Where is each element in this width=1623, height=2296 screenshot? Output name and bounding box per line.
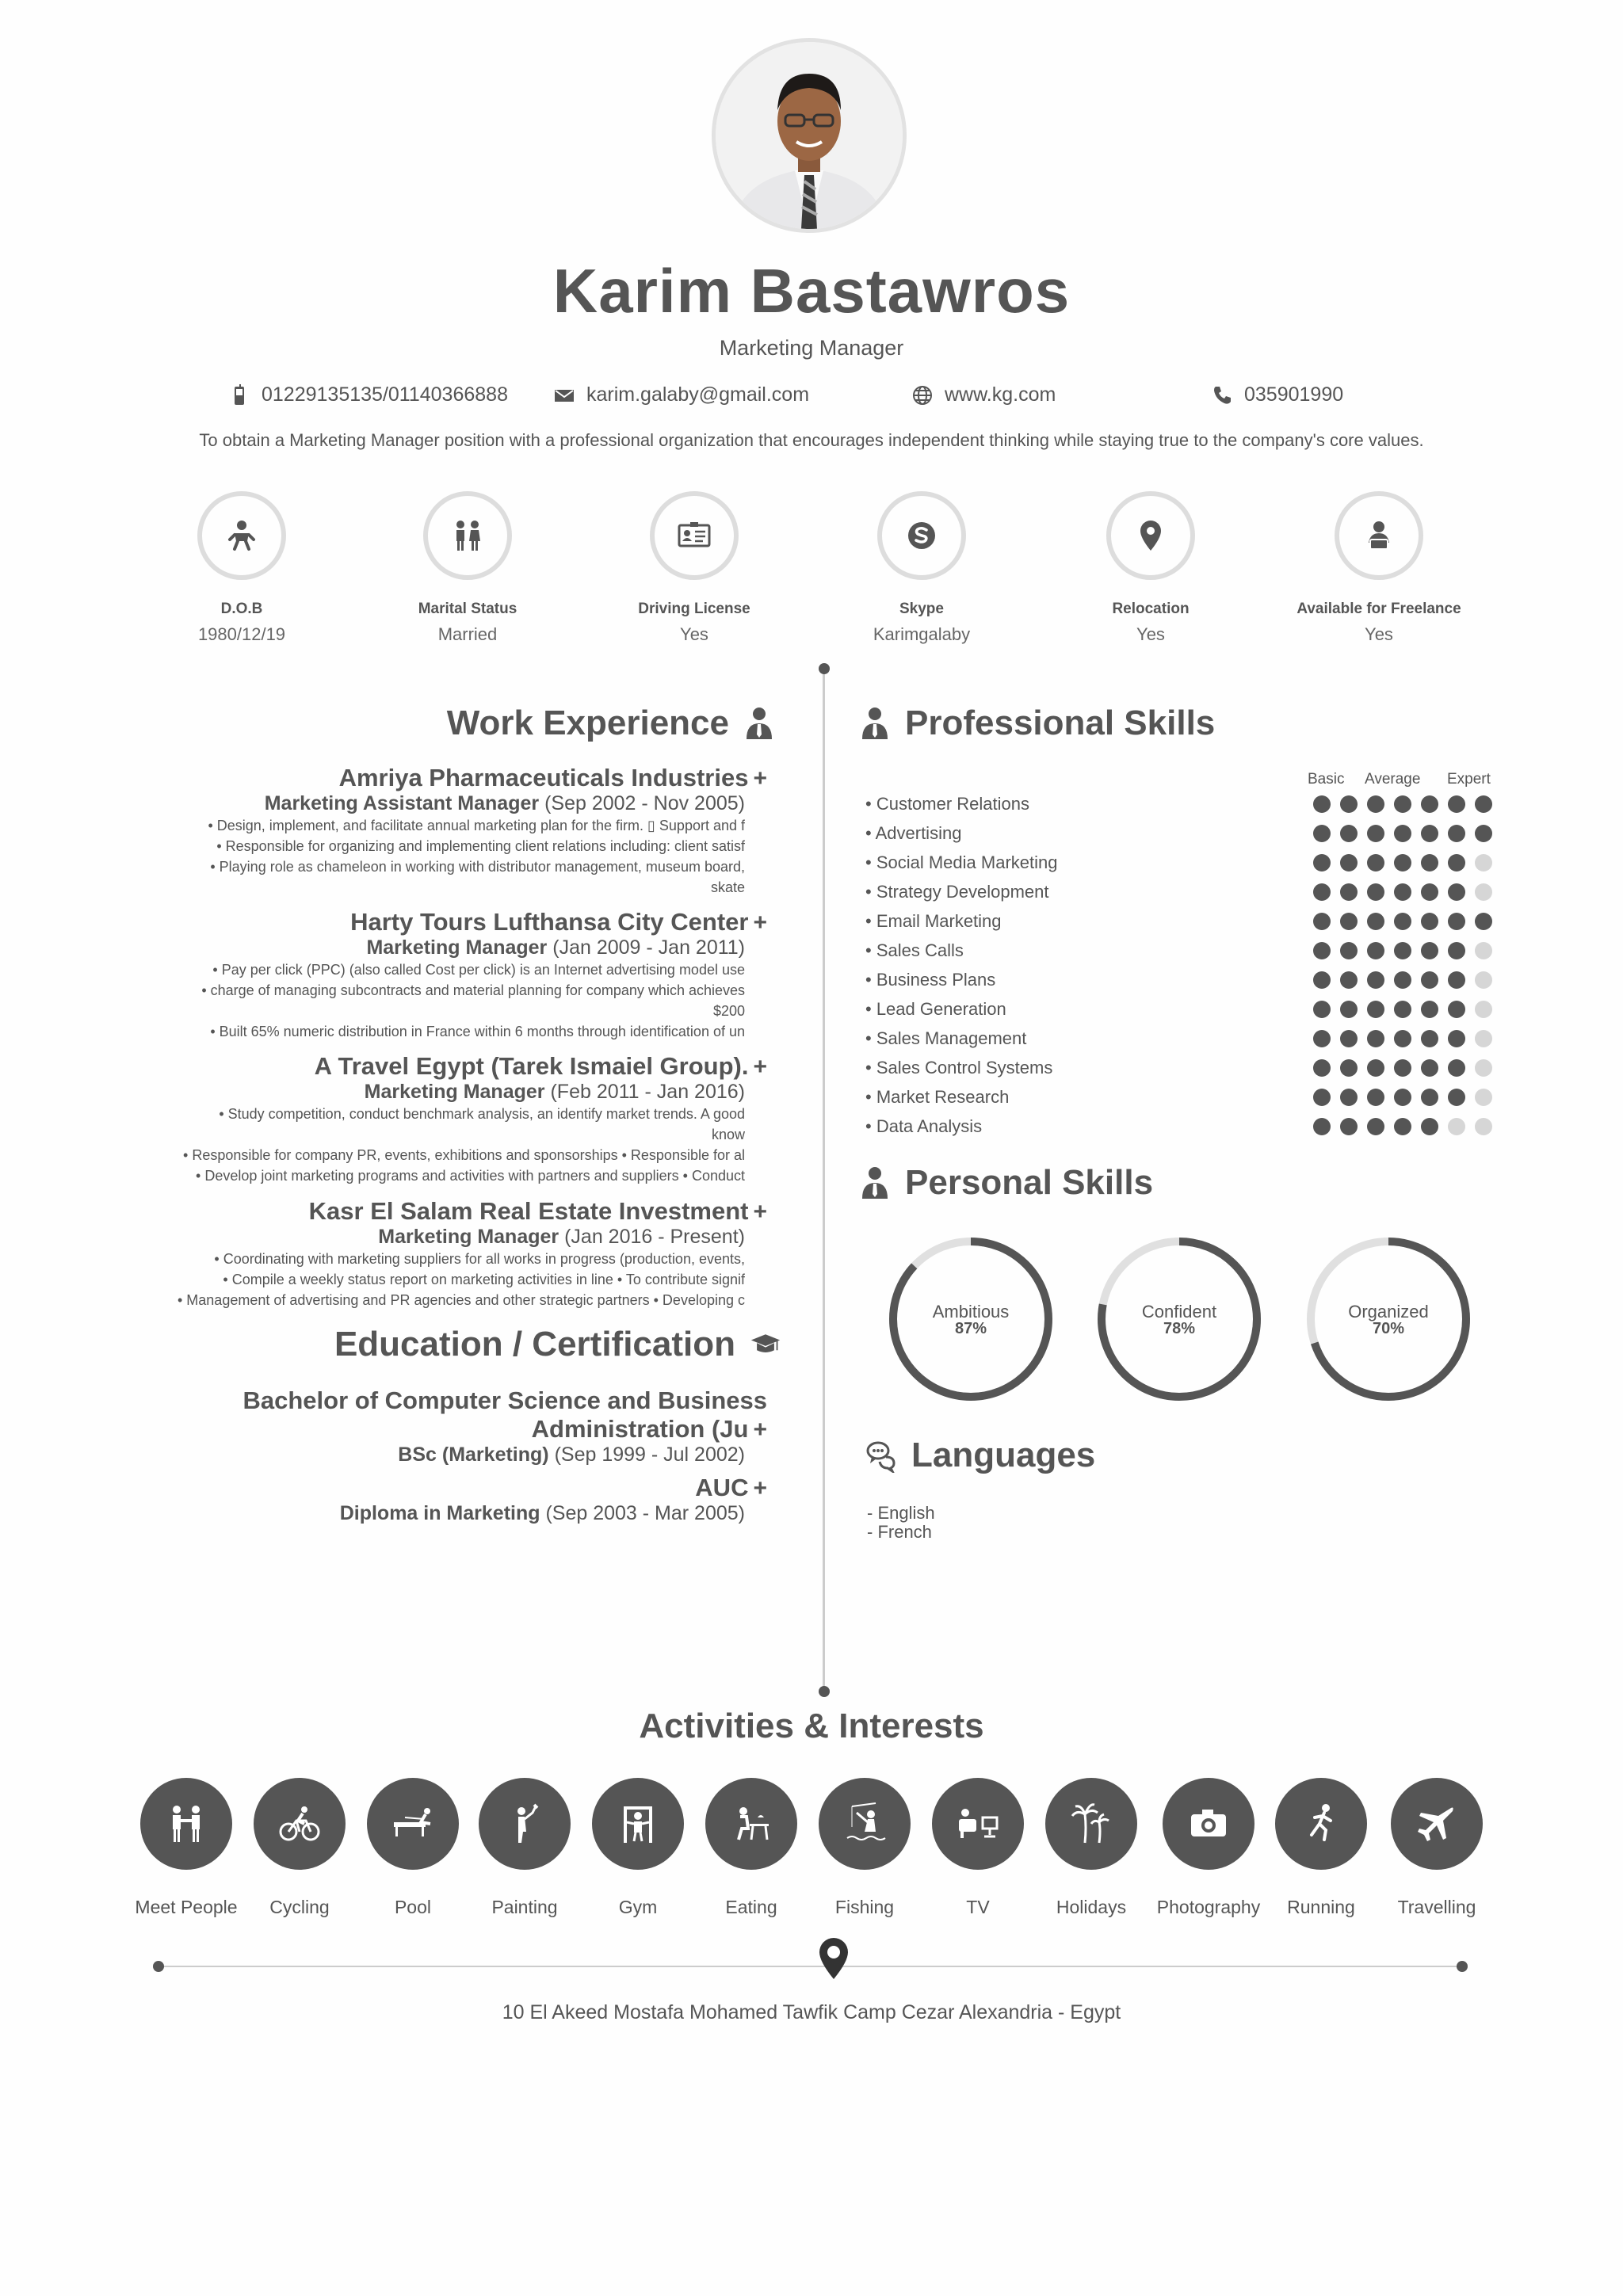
skill-dot-filled — [1421, 883, 1438, 901]
skill-name: • Customer Relations — [865, 794, 1030, 814]
job-bullet: • Study competition, conduct benchmark analysis, an identify market trends. A good — [219, 1106, 745, 1122]
degree-title: Diploma in Marketing — [339, 1502, 540, 1524]
skill-dot-filled — [1421, 942, 1438, 959]
skill-name: • Lead Generation — [865, 999, 1006, 1019]
role-dates: (Jan 2009 - Jan 2011) — [552, 936, 745, 959]
job-bullet: • Compile a weekly status report on marketing activities in line • To contribute signif — [223, 1272, 745, 1287]
info-dob — [139, 491, 345, 645]
info-skype — [819, 491, 1025, 645]
info-freelance — [1276, 491, 1482, 645]
job-bullet: • Develop joint marketing programs and activities with partners and suppliers • Conduct — [196, 1168, 745, 1184]
skill-name: • Market Research — [865, 1087, 1010, 1107]
school-name-second-line — [133, 1415, 767, 1444]
info-label: Driving License — [638, 601, 750, 617]
skill-dot-filled — [1421, 1059, 1438, 1077]
personal-skill-percent: 70% — [1372, 1320, 1405, 1337]
info-label: Skype — [899, 601, 944, 617]
school-name-line1: AUC — [695, 1474, 749, 1501]
job-bullet: • Design, implement, and facilitate annual marketing plan for the firm. ▯ Support and f — [208, 818, 745, 833]
scale-average: Average — [1365, 771, 1421, 788]
skill-dot-filled — [1394, 795, 1411, 813]
skill-level-dots — [1313, 854, 1492, 871]
role-dates: (Feb 2011 - Jan 2016) — [550, 1081, 745, 1103]
company-name-text: Amriya Pharmaceuticals Industries — [338, 764, 749, 791]
baby-icon — [223, 517, 260, 554]
person-tie-icon — [743, 706, 775, 741]
skill-dot-empty — [1448, 1118, 1465, 1135]
company-name-text: Kasr El Salam Real Estate Investment — [308, 1197, 749, 1225]
skill-level-dots — [1313, 1030, 1492, 1047]
contact-website[interactable] — [911, 383, 1056, 406]
website-url: www.kg.com — [945, 383, 1056, 406]
activity-label: Photography — [1156, 1897, 1261, 1917]
timeline-bottom-dot — [819, 1686, 830, 1697]
activities-heading: Activities & Interests — [639, 1707, 984, 1745]
work-entry — [133, 1197, 767, 1310]
skill-dot-filled — [1367, 942, 1384, 959]
pool-table-icon — [389, 1800, 437, 1848]
info-value: Married — [437, 624, 498, 644]
activity-label: TV — [966, 1897, 990, 1917]
info-value: Yes — [1136, 624, 1165, 644]
skill-level-dots — [1313, 825, 1492, 842]
job-bullet: • Pay per click (PPC) (also called Cost per click) is an Internet advertising model use — [212, 962, 745, 978]
expand-plus-icon[interactable]: + — [753, 765, 767, 791]
job-bullet: • Responsible for company PR, events, exhibitions and sponsorships • Responsible for al — [183, 1147, 745, 1163]
expand-plus-icon[interactable]: + — [753, 910, 767, 936]
airplane-icon — [1413, 1800, 1461, 1848]
dining-person-icon — [727, 1800, 775, 1848]
activity-label: Painting — [491, 1897, 558, 1917]
professional-skills-heading — [859, 704, 1215, 743]
job-role — [133, 792, 745, 815]
company-name-text: A Travel Egypt (Tarek Ismaiel Group). — [314, 1052, 749, 1080]
skill-dot-filled — [1367, 1089, 1384, 1106]
timeline-divider — [823, 668, 825, 1691]
skill-dot-filled — [1313, 1030, 1331, 1047]
expand-plus-icon[interactable]: + — [753, 1475, 767, 1501]
skill-dot-filled — [1421, 825, 1438, 842]
cyclist-icon — [276, 1800, 323, 1848]
skill-dot-filled — [1313, 913, 1331, 930]
activity-cycling — [240, 1778, 359, 1918]
skill-dot-filled — [1394, 942, 1411, 959]
info-label: Relocation — [1112, 601, 1190, 617]
job-bullet: know — [711, 1127, 745, 1142]
skill-dot-filled — [1313, 795, 1331, 813]
skill-dot-empty — [1475, 1030, 1492, 1047]
work-entry — [133, 908, 767, 1042]
skill-dot-empty — [1475, 854, 1492, 871]
company-name — [133, 1197, 767, 1226]
skill-dot-filled — [1475, 913, 1492, 930]
personal-skill-ring — [1305, 1236, 1472, 1402]
skill-dot-filled — [1421, 1001, 1438, 1018]
personal-skills-heading — [859, 1163, 1153, 1203]
skill-dot-filled — [1421, 971, 1438, 989]
profile-photo — [712, 38, 907, 233]
skill-dot-filled — [1367, 1118, 1384, 1135]
skill-dot-filled — [1448, 1001, 1465, 1018]
info-driving-license — [591, 491, 797, 645]
skill-dot-filled — [1448, 1059, 1465, 1077]
job-bullet: • Responsible for organizing and implementing client relations including: client satisf — [216, 838, 745, 854]
role-dates: (Sep 2002 - Nov 2005) — [544, 792, 745, 814]
skill-dot-filled — [1394, 1001, 1411, 1018]
work-experience-title: Work Experience — [446, 704, 729, 742]
skill-dot-filled — [1313, 1001, 1331, 1018]
personal-skill-name: Ambitious — [932, 1302, 1010, 1322]
skill-dot-filled — [1340, 854, 1358, 871]
skype-icon — [903, 517, 940, 554]
education-title: Education / Certification — [334, 1325, 735, 1363]
work-entry — [133, 1052, 767, 1186]
languages-title: Languages — [911, 1436, 1096, 1474]
skill-dot-filled — [1394, 1089, 1411, 1106]
skill-dot-filled — [1340, 795, 1358, 813]
skill-name: • Strategy Development — [865, 882, 1049, 902]
skill-dot-filled — [1421, 795, 1438, 813]
skill-dot-empty — [1475, 1118, 1492, 1135]
skill-dot-filled — [1313, 1059, 1331, 1077]
mobile-phone-icon — [228, 384, 250, 406]
weight-machine-icon — [614, 1800, 662, 1848]
skill-dot-filled — [1394, 883, 1411, 901]
activity-running — [1262, 1778, 1381, 1918]
skill-dot-filled — [1421, 913, 1438, 930]
expand-plus-icon[interactable]: + — [753, 1199, 767, 1225]
language-item: - French — [867, 1522, 932, 1542]
school-name — [133, 1474, 767, 1502]
school-name-line1: Bachelor of Computer Science and Business — [242, 1386, 767, 1414]
skill-level-dots — [1313, 1118, 1492, 1135]
camera-icon — [1185, 1800, 1232, 1848]
freelancer-icon — [1361, 517, 1397, 554]
role-title: Marketing Assistant Manager — [264, 792, 540, 814]
languages-heading — [865, 1436, 1095, 1475]
skill-level-dots — [1313, 942, 1492, 959]
skill-dot-filled — [1421, 854, 1438, 871]
skill-name: • Sales Control Systems — [865, 1058, 1053, 1077]
contact-phone[interactable] — [1211, 383, 1343, 406]
activity-label: Eating — [725, 1897, 777, 1917]
skill-dot-filled — [1367, 883, 1384, 901]
personal-skill-name: Organized — [1348, 1302, 1429, 1322]
activity-photography — [1149, 1778, 1268, 1918]
envelope-icon — [553, 384, 575, 406]
personal-skill-percent: 87% — [954, 1320, 987, 1337]
skill-dot-filled — [1340, 825, 1358, 842]
skill-name: • Sales Calls — [865, 940, 964, 960]
skill-dot-filled — [1448, 883, 1465, 901]
footer-left-dot — [153, 1961, 164, 1972]
skill-dot-filled — [1367, 795, 1384, 813]
activity-label: Gym — [618, 1897, 658, 1917]
chat-bubbles-icon — [865, 1438, 897, 1473]
skill-dot-filled — [1448, 795, 1465, 813]
skill-dot-empty — [1475, 971, 1492, 989]
skill-dot-filled — [1448, 1030, 1465, 1047]
work-entry — [133, 764, 767, 898]
job-role — [133, 1081, 745, 1104]
skill-name: • Email Marketing — [865, 911, 1002, 931]
skill-dot-filled — [1340, 971, 1358, 989]
job-role — [133, 1226, 745, 1249]
handshake-people-icon — [162, 1800, 210, 1848]
email-address: karim.galaby@gmail.com — [586, 383, 810, 406]
skill-dot-filled — [1421, 1118, 1438, 1135]
activity-label: Travelling — [1397, 1897, 1476, 1917]
skill-dot-filled — [1367, 971, 1384, 989]
skill-dot-filled — [1340, 913, 1358, 930]
phone-number: 035901990 — [1244, 383, 1344, 406]
work-experience-heading — [447, 704, 775, 743]
skill-dot-filled — [1313, 1089, 1331, 1106]
degree — [133, 1502, 745, 1525]
activity-gym — [579, 1778, 697, 1918]
contact-email[interactable] — [553, 383, 809, 406]
degree-title: BSc (Marketing) — [398, 1444, 549, 1466]
skill-dot-filled — [1367, 825, 1384, 842]
address: 10 El Akeed Mostafa Mohamed Tawfik Camp Cezar Alexandria - Egypt — [502, 2001, 1121, 2023]
person-tie-icon — [859, 1165, 891, 1200]
role-title: Marketing Manager — [378, 1226, 559, 1248]
skill-name: • Social Media Marketing — [865, 852, 1058, 872]
personal-skill-percent: 78% — [1163, 1320, 1196, 1337]
skill-dot-filled — [1340, 1001, 1358, 1018]
activity-meet-people — [127, 1778, 246, 1918]
skill-dot-empty — [1475, 942, 1492, 959]
skill-name: • Business Plans — [865, 970, 996, 990]
school-name — [133, 1386, 767, 1415]
palm-trees-icon — [1067, 1800, 1115, 1848]
skill-dot-filled — [1448, 854, 1465, 871]
skill-dot-filled — [1313, 971, 1331, 989]
role-title: Marketing Manager — [366, 936, 548, 959]
skill-dot-filled — [1475, 825, 1492, 842]
activity-painting — [465, 1778, 584, 1918]
skill-dot-empty — [1475, 1089, 1492, 1106]
skill-level-dots — [1313, 913, 1492, 930]
skill-dot-filled — [1340, 1118, 1358, 1135]
skill-level-dots — [1313, 1059, 1492, 1077]
info-relocation — [1048, 491, 1254, 645]
professional-skills-title: Professional Skills — [905, 704, 1216, 742]
info-marital-status — [365, 491, 571, 645]
company-name — [133, 908, 767, 936]
expand-plus-icon[interactable]: + — [753, 1417, 767, 1443]
role-dates: (Jan 2016 - Present) — [564, 1226, 745, 1248]
expand-plus-icon[interactable]: + — [753, 1054, 767, 1080]
address-pin-icon — [816, 1936, 851, 1981]
info-label: Marital Status — [418, 601, 517, 617]
role-title: Marketing Manager — [364, 1081, 545, 1103]
info-value: Yes — [680, 624, 708, 644]
activity-label: Holidays — [1056, 1897, 1127, 1917]
education-entry — [133, 1474, 767, 1525]
skill-dot-filled — [1340, 942, 1358, 959]
company-name — [133, 764, 767, 792]
skill-dot-filled — [1421, 1030, 1438, 1047]
timeline-top-dot — [819, 663, 830, 674]
skill-dot-filled — [1394, 971, 1411, 989]
activity-travelling — [1377, 1778, 1496, 1918]
skill-dot-filled — [1394, 1118, 1411, 1135]
skill-name: • Advertising — [865, 823, 962, 843]
footer-divider — [158, 1966, 1465, 1967]
info-value: 1980/12/19 — [197, 624, 286, 644]
degree — [133, 1444, 745, 1466]
fisherman-icon — [841, 1800, 888, 1848]
couple-icon — [449, 517, 486, 554]
info-value: Yes — [1365, 624, 1393, 644]
info-value: Karimgalaby — [873, 624, 971, 644]
company-name-text: Harty Tours Lufthansa City Center — [350, 908, 749, 936]
skill-dot-filled — [1394, 1059, 1411, 1077]
scale-expert: Expert — [1447, 771, 1491, 788]
personal-skill-ring — [1096, 1236, 1262, 1402]
job-bullet: • Coordinating with marketing suppliers for all works in progress (production, events, — [214, 1251, 745, 1267]
activity-holidays — [1032, 1778, 1151, 1918]
job-title: Marketing Manager — [719, 336, 904, 360]
skill-dot-filled — [1340, 1030, 1358, 1047]
candidate-name: Karim Bastawros — [552, 256, 1071, 326]
activity-label: Cycling — [269, 1897, 330, 1917]
activity-pool — [353, 1778, 472, 1918]
job-bullet: • Management of advertising and PR agencies and other strategic partners • Developing c — [177, 1292, 745, 1308]
skill-dot-filled — [1313, 883, 1331, 901]
activity-label: Pool — [394, 1897, 432, 1917]
skill-dot-filled — [1448, 825, 1465, 842]
job-role — [133, 936, 745, 959]
activity-label: Meet People — [135, 1897, 238, 1917]
skill-dot-filled — [1340, 1059, 1358, 1077]
education-entry — [133, 1386, 767, 1466]
career-objective: To obtain a Marketing Manager position with a professional organization that encourages independent thinking while staying true to the company's core values. — [199, 430, 1424, 450]
activity-fishing — [805, 1778, 924, 1918]
skill-name: • Sales Management — [865, 1028, 1027, 1048]
skill-dot-filled — [1367, 1059, 1384, 1077]
person-tie-icon — [859, 706, 891, 741]
skill-dot-filled — [1313, 1118, 1331, 1135]
school-name-line2: Administration (Ju — [531, 1415, 749, 1443]
footer-right-dot — [1457, 1961, 1468, 1972]
job-bullet: $200 — [712, 1003, 745, 1019]
languages-list — [867, 1504, 935, 1542]
skill-level-dots — [1313, 883, 1492, 901]
location-pin-icon — [1132, 517, 1169, 554]
skill-dot-filled — [1367, 854, 1384, 871]
language-item: - English — [867, 1503, 935, 1523]
activity-eating — [692, 1778, 811, 1918]
activity-label: Fishing — [834, 1897, 895, 1917]
skill-dot-empty — [1475, 883, 1492, 901]
skill-dot-filled — [1394, 825, 1411, 842]
personal-skill-name: Confident — [1141, 1302, 1217, 1322]
job-bullet: • charge of managing subcontracts and material planning for company which achieves — [201, 982, 745, 998]
company-name — [133, 1052, 767, 1081]
phone-handset-icon — [1211, 384, 1233, 406]
personal-skills-title: Personal Skills — [905, 1163, 1154, 1202]
skill-dot-filled — [1313, 942, 1331, 959]
skill-dot-filled — [1367, 1001, 1384, 1018]
skill-dot-empty — [1475, 1001, 1492, 1018]
activity-label: Running — [1287, 1897, 1355, 1917]
tv-watching-icon — [954, 1800, 1002, 1848]
skill-dot-filled — [1448, 1089, 1465, 1106]
skill-dot-filled — [1313, 854, 1331, 871]
mobile-number: 01229135135/01140366888 — [262, 383, 508, 406]
degree-dates: (Sep 1999 - Jul 2002) — [554, 1444, 745, 1466]
skill-dot-filled — [1475, 795, 1492, 813]
job-bullet: • Built 65% numeric distribution in France within 6 months through identification of un — [210, 1024, 745, 1039]
skill-dot-filled — [1394, 1030, 1411, 1047]
activity-tv — [918, 1778, 1037, 1918]
degree-dates: (Sep 2003 - Mar 2005) — [545, 1502, 745, 1524]
skill-dot-filled — [1448, 942, 1465, 959]
skill-dot-filled — [1448, 971, 1465, 989]
education-heading — [334, 1325, 781, 1364]
skill-level-dots — [1313, 1089, 1492, 1106]
skill-name: • Data Analysis — [865, 1116, 983, 1136]
skill-dot-filled — [1367, 1030, 1384, 1047]
info-label: D.O.B — [220, 601, 263, 617]
job-bullet: skate — [710, 879, 745, 895]
info-label: Available for Freelance — [1296, 601, 1461, 617]
graduation-cap-icon — [750, 1327, 781, 1362]
job-bullet: • Playing role as chameleon in working with distributor management, museum board, — [210, 859, 745, 875]
skill-dot-filled — [1394, 854, 1411, 871]
painter-icon — [501, 1800, 548, 1848]
id-card-icon — [676, 517, 712, 554]
skill-dot-filled — [1421, 1089, 1438, 1106]
skill-level-dots — [1313, 1001, 1492, 1018]
skill-dot-filled — [1313, 825, 1331, 842]
scale-basic: Basic — [1308, 771, 1345, 788]
contact-mobile[interactable] — [228, 383, 508, 406]
runner-icon — [1297, 1800, 1345, 1848]
skill-dot-filled — [1448, 913, 1465, 930]
skill-dot-filled — [1340, 1089, 1358, 1106]
skill-level-dots — [1313, 971, 1492, 989]
skill-dot-filled — [1367, 913, 1384, 930]
globe-icon — [911, 384, 934, 406]
skill-level-dots — [1313, 795, 1492, 813]
skill-dot-empty — [1475, 1059, 1492, 1077]
skill-dot-filled — [1394, 913, 1411, 930]
skill-dot-filled — [1340, 883, 1358, 901]
personal-skill-ring — [888, 1236, 1054, 1402]
